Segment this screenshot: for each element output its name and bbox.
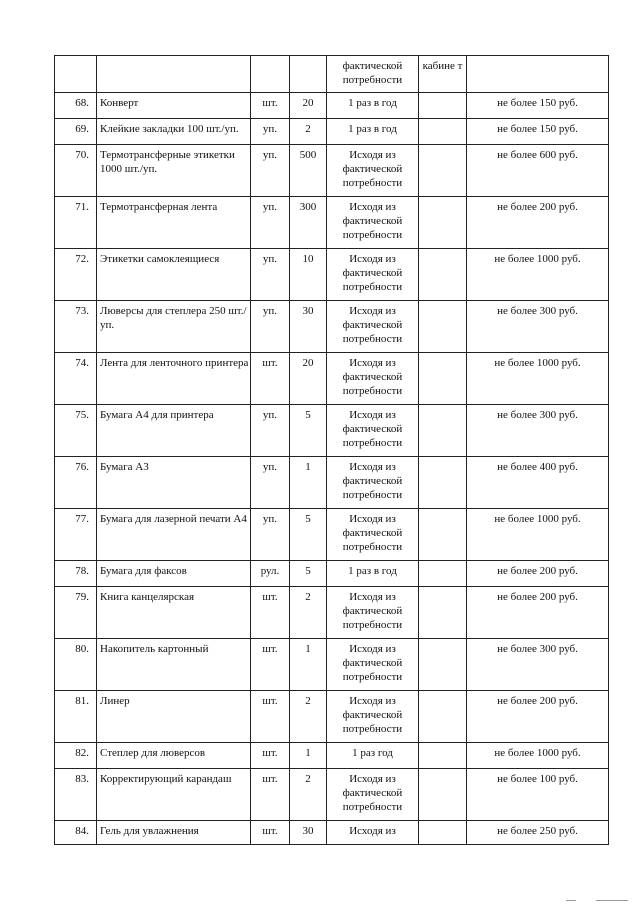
row-price-cell: не более 150 руб.	[467, 119, 609, 145]
row-cabinet-cell	[419, 119, 467, 145]
row-qty-cell: 2	[290, 691, 327, 743]
row-qty-cell: 2	[290, 769, 327, 821]
table-row	[55, 561, 609, 587]
row-period-cell: Исходя из фактической потребности	[327, 353, 419, 405]
row-price-cell: не более 200 руб.	[467, 197, 609, 249]
row-period-cell: Исходя из фактической потребности	[327, 249, 419, 301]
row-unit-cell: уп.	[251, 119, 290, 145]
row-qty-cell: 300	[290, 197, 327, 249]
row-period-cell: 1 раз в год	[327, 119, 419, 145]
row-price-cell: не более 1000 руб.	[467, 249, 609, 301]
table-row	[55, 769, 609, 821]
row-price-cell: не более 300 руб.	[467, 301, 609, 353]
row-num-cell: 76.	[55, 457, 97, 509]
row-unit-cell: шт.	[251, 353, 290, 405]
row-period-cell: Исходя из фактической потребности	[327, 145, 419, 197]
row-qty-cell: 30	[290, 821, 327, 845]
row-name-cell: Термотрансферные этикетки 1000 шт./уп.	[97, 145, 251, 197]
row-period-cell: Исходя из фактической потребности	[327, 691, 419, 743]
header-cabinet-cell: кабине т	[419, 56, 467, 93]
row-period-cell: 1 раз год	[327, 743, 419, 769]
row-name-cell: Книга канцелярская	[97, 587, 251, 639]
table-row	[55, 301, 609, 353]
row-name-cell: Линер	[97, 691, 251, 743]
row-cabinet-cell	[419, 145, 467, 197]
row-unit-cell: уп.	[251, 197, 290, 249]
row-price-cell: не более 1000 руб.	[467, 743, 609, 769]
row-cabinet-cell	[419, 769, 467, 821]
row-price-cell: не более 200 руб.	[467, 691, 609, 743]
row-qty-cell: 5	[290, 405, 327, 457]
row-qty-cell: 500	[290, 145, 327, 197]
row-unit-cell: рул.	[251, 561, 290, 587]
row-num-cell: 69.	[55, 119, 97, 145]
row-num-cell: 72.	[55, 249, 97, 301]
header-num-cell	[55, 56, 97, 93]
row-period-cell: Исходя из фактической потребности	[327, 301, 419, 353]
row-name-cell: Этикетки самоклеящиеся	[97, 249, 251, 301]
row-name-cell: Конверт	[97, 93, 251, 119]
row-unit-cell: шт.	[251, 821, 290, 845]
row-period-cell: Исходя из фактической потребности	[327, 639, 419, 691]
row-period-cell: Исходя из	[327, 821, 419, 845]
row-cabinet-cell	[419, 457, 467, 509]
row-cabinet-cell	[419, 197, 467, 249]
row-unit-cell: шт.	[251, 743, 290, 769]
row-qty-cell: 5	[290, 561, 327, 587]
supplies-table	[54, 55, 609, 845]
row-qty-cell: 2	[290, 587, 327, 639]
table-row	[55, 145, 609, 197]
row-price-cell: не более 400 руб.	[467, 457, 609, 509]
table-row	[55, 353, 609, 405]
row-price-cell: не более 200 руб.	[467, 561, 609, 587]
row-num-cell: 70.	[55, 145, 97, 197]
row-price-cell: не более 100 руб.	[467, 769, 609, 821]
row-num-cell: 83.	[55, 769, 97, 821]
row-name-cell: Бумага А3	[97, 457, 251, 509]
row-cabinet-cell	[419, 93, 467, 119]
row-cabinet-cell	[419, 691, 467, 743]
row-unit-cell: уп.	[251, 509, 290, 561]
row-period-cell: Исходя из фактической потребности	[327, 769, 419, 821]
table-row	[55, 197, 609, 249]
row-num-cell: 68.	[55, 93, 97, 119]
row-period-cell: Исходя из фактической потребности	[327, 457, 419, 509]
row-unit-cell: шт.	[251, 691, 290, 743]
row-period-cell: Исходя из фактической потребности	[327, 197, 419, 249]
row-qty-cell: 5	[290, 509, 327, 561]
row-period-cell: Исходя из фактической потребности	[327, 587, 419, 639]
table-header-row	[55, 56, 609, 93]
row-unit-cell: шт.	[251, 769, 290, 821]
row-cabinet-cell	[419, 561, 467, 587]
row-num-cell: 73.	[55, 301, 97, 353]
row-name-cell: Степлер для люверсов	[97, 743, 251, 769]
header-price-cell	[467, 56, 609, 93]
row-unit-cell: уп.	[251, 249, 290, 301]
row-qty-cell: 1	[290, 457, 327, 509]
row-num-cell: 81.	[55, 691, 97, 743]
header-name-cell	[97, 56, 251, 93]
row-name-cell: Люверсы для степлера 250 шт./уп.	[97, 301, 251, 353]
row-cabinet-cell	[419, 743, 467, 769]
row-qty-cell: 30	[290, 301, 327, 353]
row-num-cell: 77.	[55, 509, 97, 561]
row-qty-cell: 1	[290, 743, 327, 769]
footer-mark	[596, 900, 628, 901]
row-cabinet-cell	[419, 249, 467, 301]
row-cabinet-cell	[419, 587, 467, 639]
row-cabinet-cell	[419, 405, 467, 457]
row-name-cell: Гель для увлажнения	[97, 821, 251, 845]
table-row	[55, 587, 609, 639]
row-num-cell: 74.	[55, 353, 97, 405]
row-period-cell: Исходя из фактической потребности	[327, 509, 419, 561]
row-unit-cell: уп.	[251, 405, 290, 457]
table-row	[55, 509, 609, 561]
row-num-cell: 71.	[55, 197, 97, 249]
header-period-cell: фактической потребности	[327, 56, 419, 93]
row-price-cell: не более 150 руб.	[467, 93, 609, 119]
row-price-cell: не более 300 руб.	[467, 639, 609, 691]
row-period-cell: 1 раз в год	[327, 93, 419, 119]
row-name-cell: Клейкие закладки 100 шт./уп.	[97, 119, 251, 145]
row-cabinet-cell	[419, 639, 467, 691]
row-price-cell: не более 300 руб.	[467, 405, 609, 457]
table-row	[55, 457, 609, 509]
header-unit-cell	[251, 56, 290, 93]
row-unit-cell: уп.	[251, 457, 290, 509]
row-num-cell: 82.	[55, 743, 97, 769]
row-name-cell: Бумага для факсов	[97, 561, 251, 587]
row-num-cell: 80.	[55, 639, 97, 691]
row-name-cell: Накопитель картонный	[97, 639, 251, 691]
row-price-cell: не более 1000 руб.	[467, 509, 609, 561]
row-price-cell: не более 1000 руб.	[467, 353, 609, 405]
row-cabinet-cell	[419, 301, 467, 353]
row-period-cell: Исходя из фактической потребности	[327, 405, 419, 457]
table-row	[55, 821, 609, 845]
row-unit-cell: уп.	[251, 301, 290, 353]
table-row	[55, 93, 609, 119]
row-unit-cell: уп.	[251, 145, 290, 197]
row-unit-cell: шт.	[251, 93, 290, 119]
table-row	[55, 639, 609, 691]
table-row	[55, 743, 609, 769]
row-num-cell: 84.	[55, 821, 97, 845]
header-qty-cell	[290, 56, 327, 93]
table-row	[55, 119, 609, 145]
row-name-cell: Бумага А4 для принтера	[97, 405, 251, 457]
row-price-cell: не более 250 руб.	[467, 821, 609, 845]
row-qty-cell: 10	[290, 249, 327, 301]
row-num-cell: 79.	[55, 587, 97, 639]
supplies-table-body	[55, 56, 609, 845]
row-qty-cell: 2	[290, 119, 327, 145]
row-price-cell: не более 200 руб.	[467, 587, 609, 639]
footer-mark	[566, 900, 576, 901]
row-qty-cell: 20	[290, 93, 327, 119]
row-qty-cell: 20	[290, 353, 327, 405]
row-name-cell: Лента для ленточного принтера	[97, 353, 251, 405]
row-name-cell: Корректирующий карандаш	[97, 769, 251, 821]
row-unit-cell: шт.	[251, 639, 290, 691]
row-period-cell: 1 раз в год	[327, 561, 419, 587]
row-qty-cell: 1	[290, 639, 327, 691]
row-cabinet-cell	[419, 509, 467, 561]
table-row	[55, 249, 609, 301]
table-row	[55, 691, 609, 743]
row-name-cell: Термотрансферная лента	[97, 197, 251, 249]
row-num-cell: 78.	[55, 561, 97, 587]
row-cabinet-cell	[419, 821, 467, 845]
row-num-cell: 75.	[55, 405, 97, 457]
row-unit-cell: шт.	[251, 587, 290, 639]
row-price-cell: не более 600 руб.	[467, 145, 609, 197]
row-cabinet-cell	[419, 353, 467, 405]
table-row	[55, 405, 609, 457]
row-name-cell: Бумага для лазерной печати А4	[97, 509, 251, 561]
